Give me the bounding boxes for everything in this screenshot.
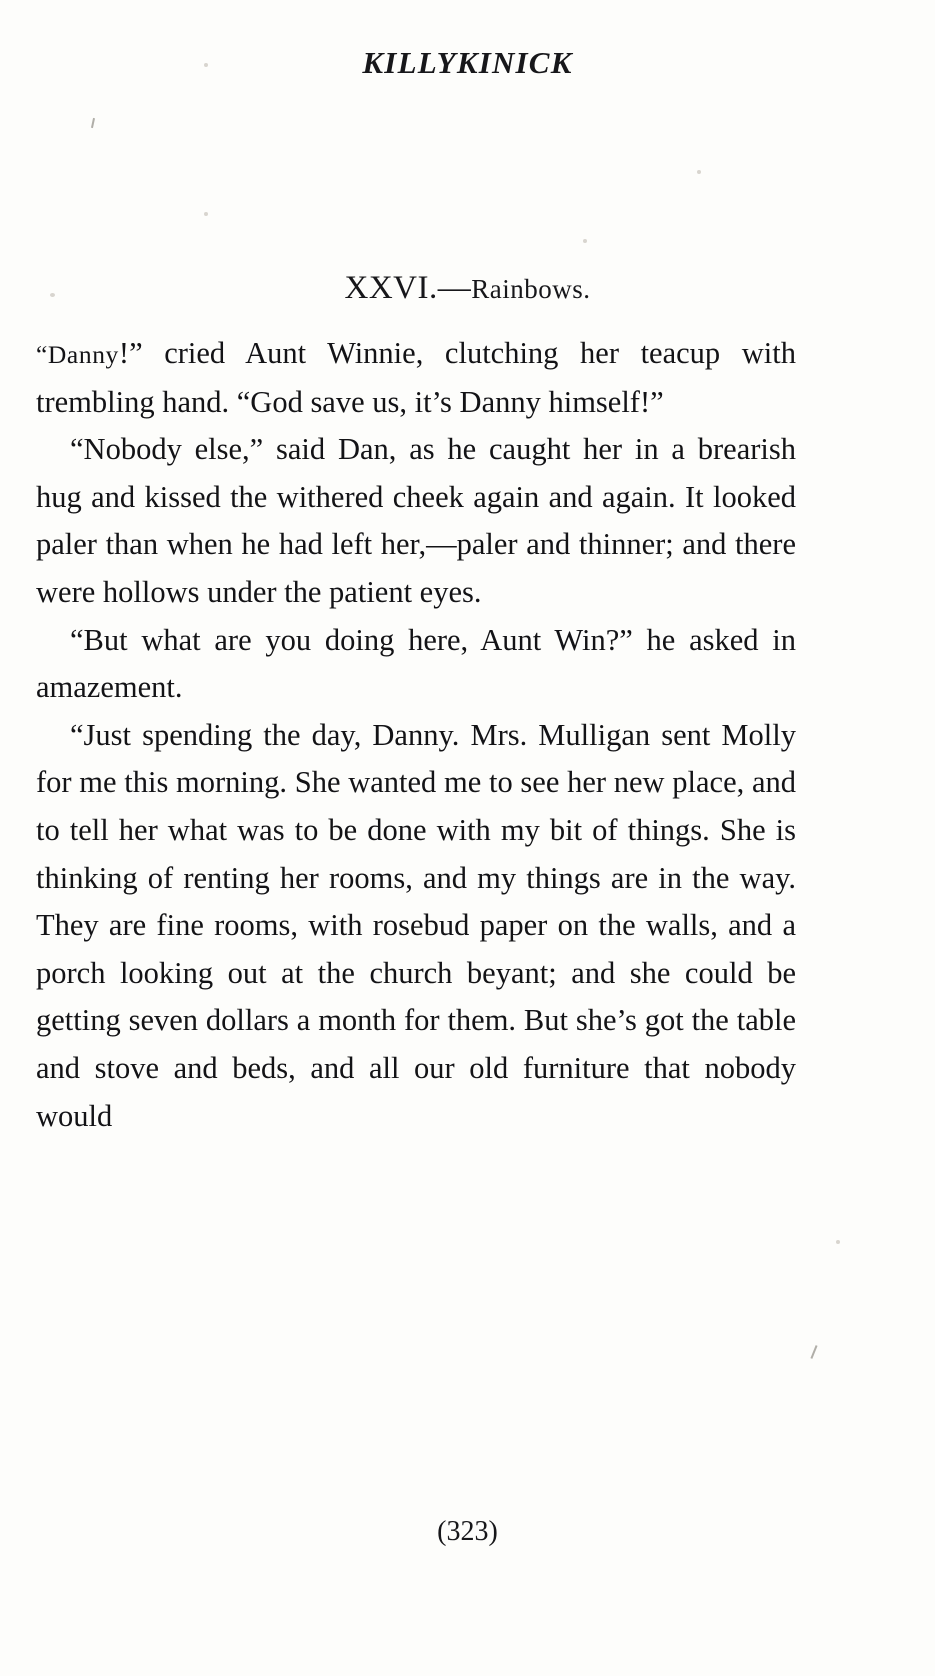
scan-speck xyxy=(583,239,587,243)
running-head: KILLYKINICK xyxy=(362,45,573,80)
scan-speck xyxy=(697,170,701,174)
paragraph-1 xyxy=(36,330,796,426)
paragraph-2: “Nobody else,” said Dan, as he caught her in a brearish hug and kissed the withered cheek again and again. It looked paler than when he had left her,—paler and thinner; and there were hollows under the patient eyes. xyxy=(36,432,796,609)
paragraph-4: “Just spending the day, Danny. Mrs. Mulligan sent Molly for me this morning. She wanted me to see her new place, and to tell her what was to be done with my bit of things. She is thinking of renting her rooms, and my things are in the way. They are fine rooms, with rosebud paper on the walls, and a porch looking out at the church beyant; and she could be getting seven dollars a month for them. But she’s got the table and stove and beds, and all our old furniture that nobody would xyxy=(36,717,796,1133)
chapter-heading xyxy=(0,270,935,307)
scan-speck xyxy=(836,1240,840,1244)
paragraph-1-leadin: “Danny xyxy=(36,340,119,369)
scan-speck xyxy=(204,212,208,216)
scan-speck xyxy=(50,293,55,297)
paragraph-3: “But what are you doing here, Aunt Win?” he asked in amazement. xyxy=(36,622,796,705)
scan-speck xyxy=(810,1345,817,1359)
scan-speck xyxy=(204,63,208,67)
paragraph-1-text: !” cried Aunt Winnie, clutching her teacup with trembling hand. “God save us, it’s Danny himself!” xyxy=(36,336,796,419)
chapter-number: XXVI.— xyxy=(344,270,472,306)
body-text xyxy=(36,330,796,1140)
page-number: (323) xyxy=(437,1516,498,1547)
chapter-title: Rainbows. xyxy=(471,274,591,304)
scan-speck xyxy=(91,118,95,128)
